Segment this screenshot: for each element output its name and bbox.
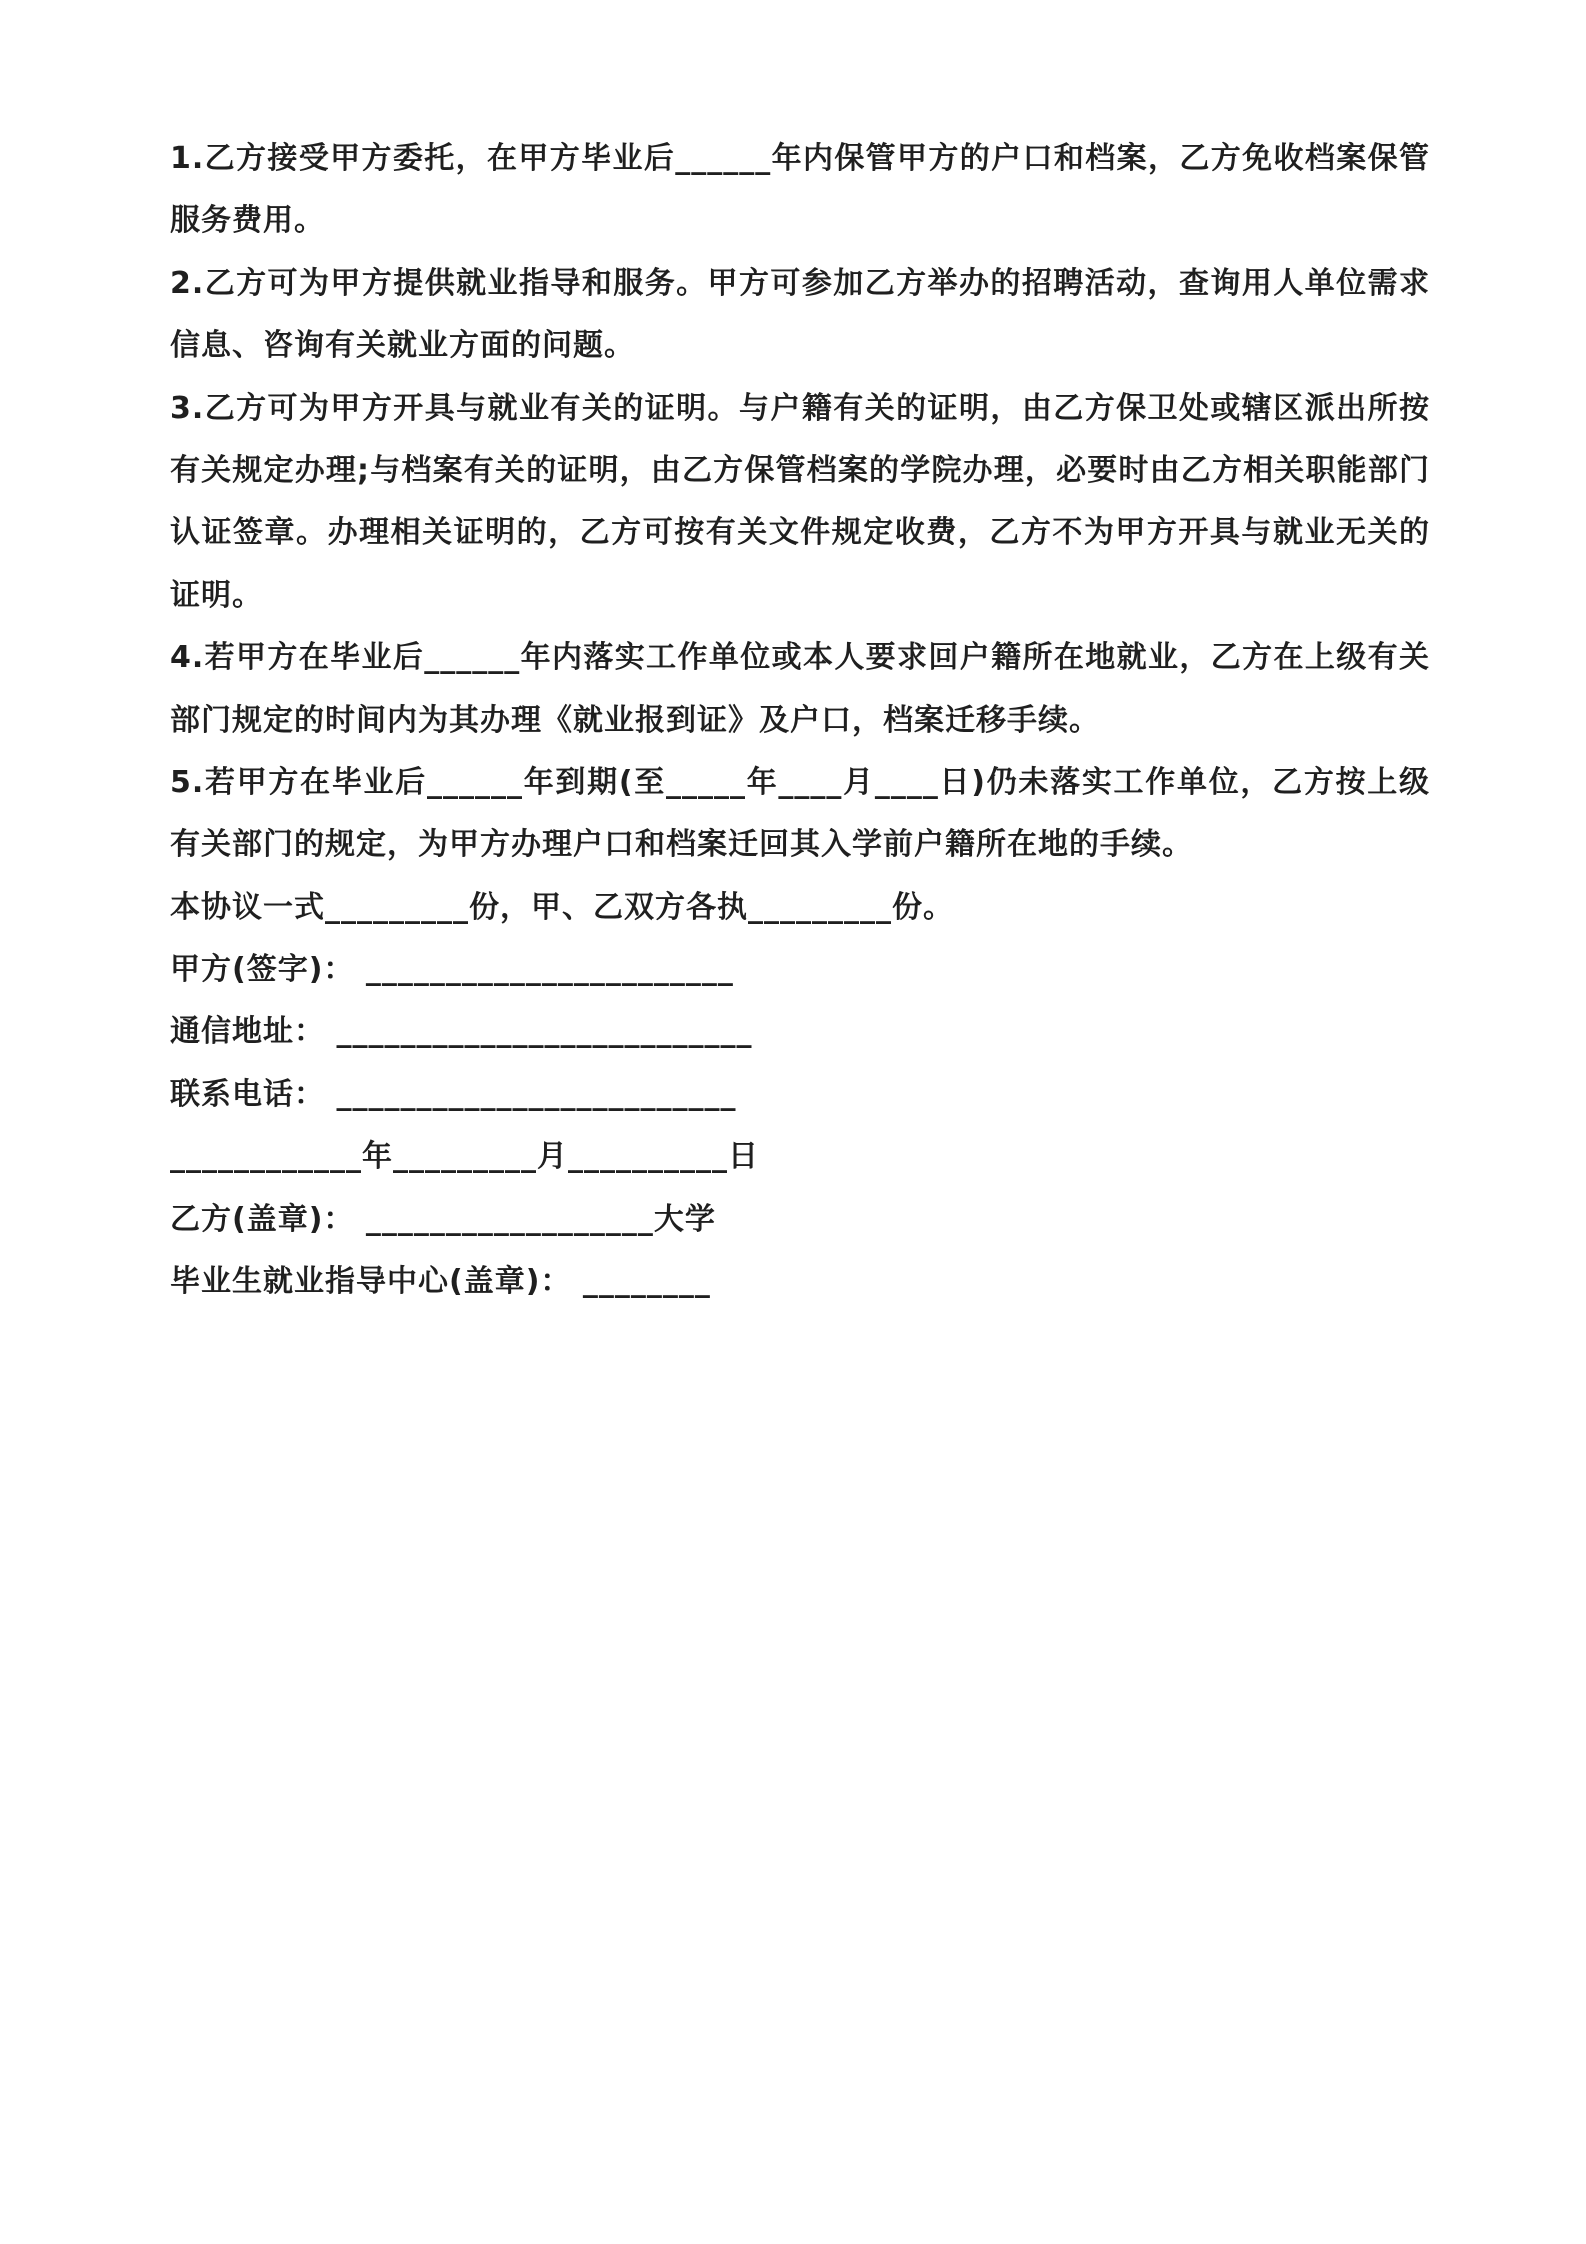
paragraph-copies: 本协议一式_________份，甲、乙双方各执_________份。 [170,889,954,925]
signature-line-party-a: 甲方(签字)： _______________________ [170,952,734,988]
document-body [170,128,1430,1313]
paragraph-clause-5: 5.若甲方在毕业后______年到期(至_____年____月____日)仍未落实工作单位，乙方按上级有关部门的规定，为甲方办理户口和档案迁回其入学前户籍所在地的手续。 [170,764,1430,863]
paragraph-clause-1: 1.乙方接受甲方委托，在甲方毕业后______年内保管甲方的户口和档案，乙方免收档案保管服务费用。 [170,141,1430,239]
paragraph-clause-3: 3.乙方可为甲方开具与就业有关的证明。与户籍有关的证明，由乙方保卫处或辖区派出所按有关规定办理;与档案有关的证明，由乙方保管档案的学院办理，必要时由乙方相关职能部门认证签章。办理相关证明的，乙方可按有关文件规定收费，乙方不为甲方开具与就业无关的证明。 [170,390,1430,613]
signature-line-date: ____________年_________月__________日 [170,1139,759,1175]
signature-line-phone: 联系电话： _________________________ [170,1076,737,1112]
paragraph-clause-4: 4.若甲方在毕业后______年内落实工作单位或本人要求回户籍所在地就业，乙方在上级有关部门规定的时间内为其办理《就业报到证》及户口，档案迁移手续。 [170,640,1430,738]
signature-line-seal: 毕业生就业指导中心(盖章)： ________ [170,1264,711,1300]
signature-line-party-b: 乙方(盖章)： __________________大学 [170,1201,716,1237]
paragraph-clause-2: 2.乙方可为甲方提供就业指导和服务。甲方可参加乙方举办的招聘活动，查询用人单位需求信息、咨询有关就业方面的问题。 [170,265,1430,364]
signature-line-address: 通信地址： __________________________ [170,1014,753,1050]
